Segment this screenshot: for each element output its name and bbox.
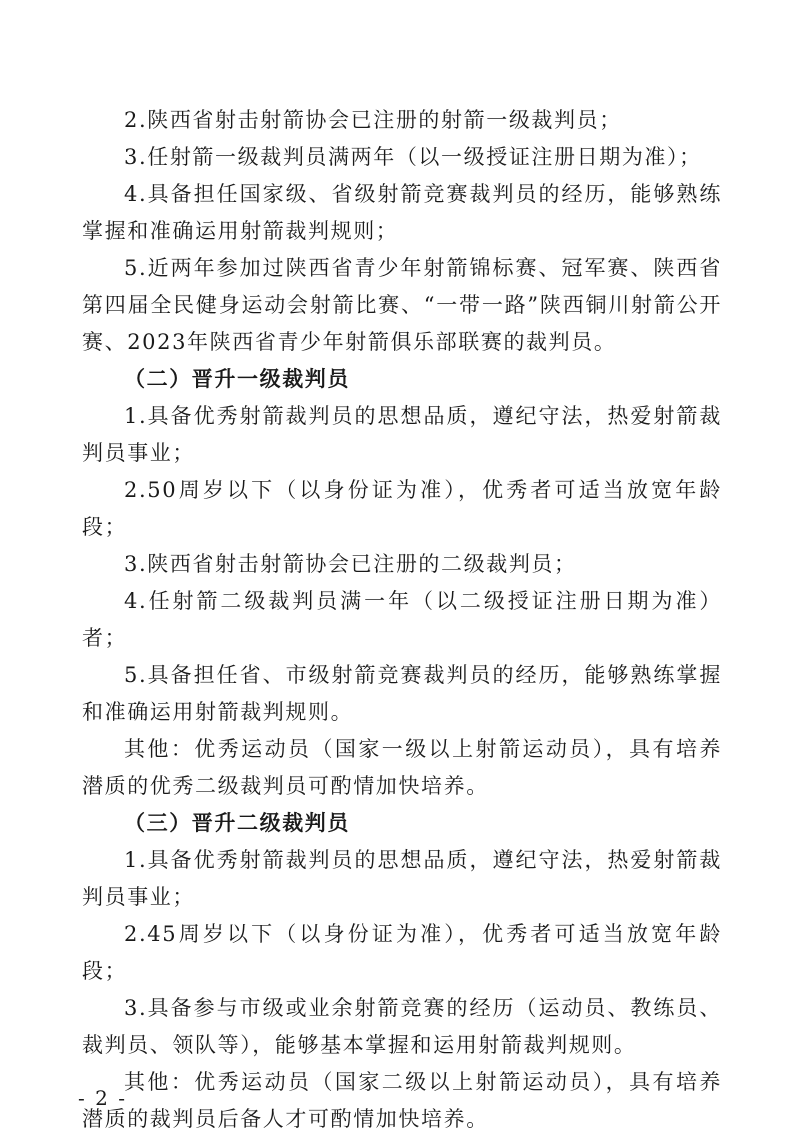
paragraph: 5.近两年参加过陕西省青少年射箭锦标赛、冠军赛、陕西省第四届全民健身运动会射箭比赛、“一带一路”陕西铜川射箭公开赛、2023年陕西省青少年射箭俱乐部联赛的裁判员。 (82, 256, 722, 354)
paragraph: 其他：优秀运动员（国家二级以上射箭运动员），具有培养潜质的裁判员后备人才可酌情加快培养。 (82, 1070, 722, 1131)
paragraph: 3.任射箭一级裁判员满两年（以一级授证注册日期为准）； (124, 145, 702, 169)
paragraph: 其他：优秀运动员（国家一级以上射箭运动员），具有培养潜质的优秀二级裁判员可酌情加快培养。 (82, 737, 722, 798)
paragraph: 4.具备担任国家级、省级射箭竞赛裁判员的经历，能够熟练掌握和准确运用射箭裁判规则； (82, 182, 722, 243)
paragraph: 2.45周岁以下（以身份证为准），优秀者可适当放宽年龄段； (82, 922, 722, 983)
paragraph: 1.具备优秀射箭裁判员的思想品质，遵纪守法，热爱射箭裁判员事业； (82, 848, 722, 909)
page-number: - 2 - (78, 1086, 127, 1110)
paragraph: 1.具备优秀射箭裁判员的思想品质，遵纪守法，热爱射箭裁判员事业； (82, 404, 722, 465)
paragraph: 2.50周岁以下（以身份证为准），优秀者可适当放宽年龄段； (82, 478, 722, 539)
document-body (82, 102, 722, 1138)
section-heading-promote-level-1: （二）晋升一级裁判员 (124, 367, 350, 391)
paragraph: 4.任射箭二级裁判员满一年（以二级授证注册日期为准）者； (82, 589, 722, 650)
paragraph: 3.陕西省射击射箭协会已注册的二级裁判员； (124, 552, 577, 576)
section-heading-promote-level-2: （三）晋升二级裁判员 (124, 811, 350, 835)
paragraph: 2.陕西省射击射箭协会已注册的射箭一级裁判员； (124, 108, 622, 132)
paragraph: 3.具备参与市级或业余射箭竞赛的经历（运动员、教练员、裁判员、领队等），能够基本掌握和运用射箭裁判规则。 (82, 996, 722, 1057)
paragraph: 5.具备担任省、市级射箭竞赛裁判员的经历，能够熟练掌握和准确运用射箭裁判规则。 (82, 663, 722, 724)
